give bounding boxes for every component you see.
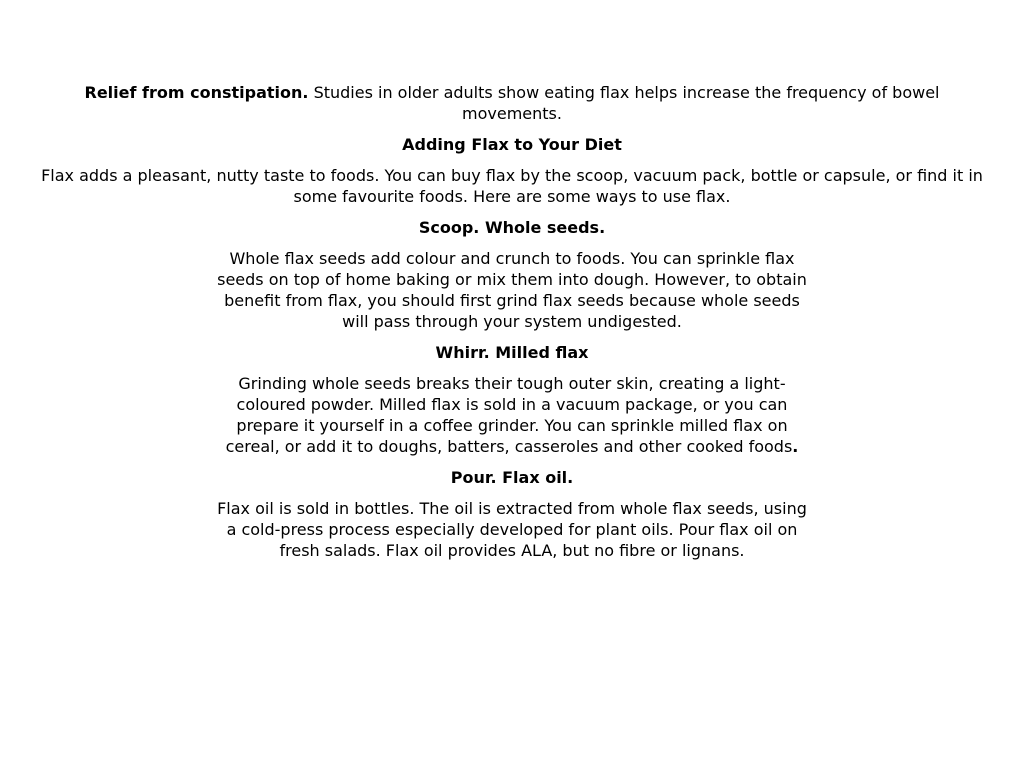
whirr-paragraph bbox=[212, 373, 812, 457]
pour-heading: Pour. Flax oil. bbox=[450, 468, 574, 487]
whirr-heading: Whirr. Milled flax bbox=[435, 343, 589, 362]
adding-heading: Adding Flax to Your Diet bbox=[402, 135, 622, 154]
relief-lead: Relief from constipation. bbox=[84, 83, 309, 102]
pour-paragraph: Flax oil is sold in bottles. The oil is extracted from whole flax seeds, using a cold-press process especially developed for plant oils. Pour flax oil on fresh salads. Flax oil provides ALA, but no fibre or lignans. bbox=[217, 499, 807, 560]
relief-paragraph bbox=[32, 82, 992, 124]
scoop-heading: Scoop. Whole seeds. bbox=[418, 218, 606, 237]
relief-text: Studies in older adults show eating flax helps increase the frequency of bowel movements. bbox=[308, 83, 940, 123]
adding-paragraph: Flax adds a pleasant, nutty taste to foods. You can buy flax by the scoop, vacuum pack, bottle or capsule, or find it in some favourite foods. Here are some ways to use flax. bbox=[41, 166, 983, 206]
scoop-paragraph: Whole flax seeds add colour and crunch to foods. You can sprinkle flax seeds on top of home baking or mix them into dough. However, to obtain benefit from flax, you should first grind flax seeds because whole seeds will pass through your system undigested. bbox=[217, 249, 807, 331]
whirr-text-end: . bbox=[792, 437, 799, 456]
whirr-text: Grinding whole seeds breaks their tough outer skin, creating a light-coloured powder. Milled flax is sold in a vacuum package, or you can prepare it yourself in a coffee grinder. You can sprinkle milled flax on cereal, or add it to doughs, batters, casseroles and other cooked foods bbox=[225, 374, 793, 456]
